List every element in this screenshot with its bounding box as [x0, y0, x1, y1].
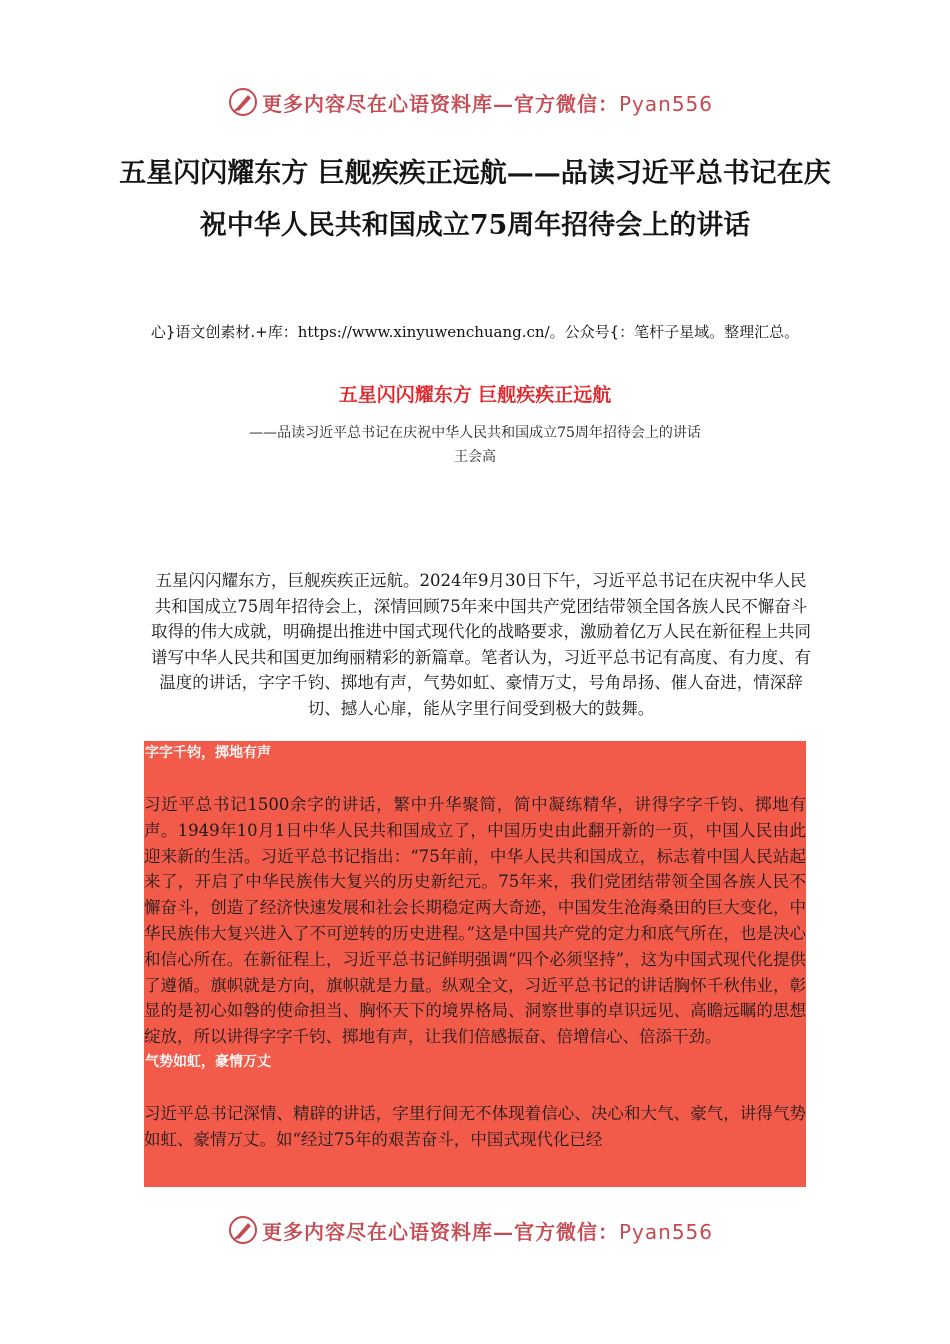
quill-logo-icon: [228, 87, 258, 117]
document-title: 五星闪闪耀东方 巨舰疾疾正远航——品读习近平总书记在庆祝中华人民共和国成立75周年招待会上的讲话: [119, 158, 831, 241]
header-banner-handle: Pyan556: [619, 91, 714, 116]
source-line: [130, 320, 820, 344]
red-heading: 五星闪闪耀东方 巨舰疾疾正远航: [338, 384, 612, 406]
section-heading: 字字千钧，掷地有声: [145, 745, 271, 761]
source-suffix: 。公众号{：笔杆子星域。整理汇总。: [549, 323, 800, 341]
subtitle: ——品读习近平总书记在庆祝中华人民共和国成立75周年招待会上的讲话: [249, 425, 701, 441]
author: 王会高: [454, 449, 496, 465]
source-prefix: 心}语文创素材.+库：: [150, 323, 298, 341]
intro-paragraph: 五星闪闪耀东方，巨舰疾疾正远航。2024年9月30日下午，习近平总书记在庆祝中华人民共和国成立75周年招待会上，深情回顾75年来中国共产党团结带领全国各族人民不懈奋斗取得的伟大成就，明确提出推进中国式现代化的战略要求，激励着亿万人民在新征程上共同谱写中华人民共和国更加绚丽精彩的新篇章。笔者认为，习近平总书记有高度、有力度、有温度的讲话，字字千钧、掷地有声，气势如虹、豪情万丈，号角昂扬、催人奋进，情深辞切、撼人心扉，能从字里行间受到极大的鼓舞。: [151, 571, 811, 718]
section-body: 习近平总书记1500余字的讲话，繁中升华聚简，简中凝练精华，讲得字字千钧、掷地有声。1949年10月1日中华人民共和国成立了，中国历史由此翻开新的一页，中国人民由此迎来新的生活。习近平总书记指出：“75年前，中华人民共和国成立，标志着中国人民站起来了，开启了中华民族伟大复兴的历史新纪元。75年来，我们党团结带领全国各族人民不懈奋斗，创造了经济快速发展和社会长期稳定两大奇迹，中国发生沧海桑田的巨大变化，中华民族伟大复兴进入了不可逆转的历史进程。”这是中国共产党的定力和底气所在，也是决心和信心所在。在新征程上，习近平总书记鲜明强调“四个必须坚持”，这为中国式现代化提供了遵循。旗帜就是方向，旗帜就是力量。纵观全文，习近平总书记的讲话胸怀千秋伟业，彰显的是初心如磐的使命担当、胸怀天下的境界格局、洞察世事的卓识远见、高瞻远瞩的思想绽放，所以讲得字字千钧、掷地有声，让我们倍感振奋、倍增信心、倍添干劲。: [144, 795, 806, 1047]
header-banner-text: 更多内容尽在心语资料库—官方微信：: [262, 91, 619, 116]
header-banner: [0, 82, 950, 122]
source-url-link[interactable]: https://www.xinyuwenchuang.cn/: [297, 323, 550, 341]
quill-logo-icon: [228, 1215, 258, 1245]
footer-banner: [0, 1210, 950, 1250]
footer-banner-handle: Pyan556: [619, 1219, 714, 1244]
section-heading: 气势如虹，豪情万丈: [145, 1053, 271, 1070]
footer-banner-text: 更多内容尽在心语资料库—官方微信：: [262, 1219, 619, 1244]
highlighted-content-block: [144, 741, 806, 1187]
section-body: 习近平总书记深情、精辟的讲话，字里行间无不体现着信心、决心和大气、豪气，讲得气势如虹、豪情万丈。如“经过75年的艰苦奋斗，中国式现代化已经: [144, 1103, 806, 1149]
